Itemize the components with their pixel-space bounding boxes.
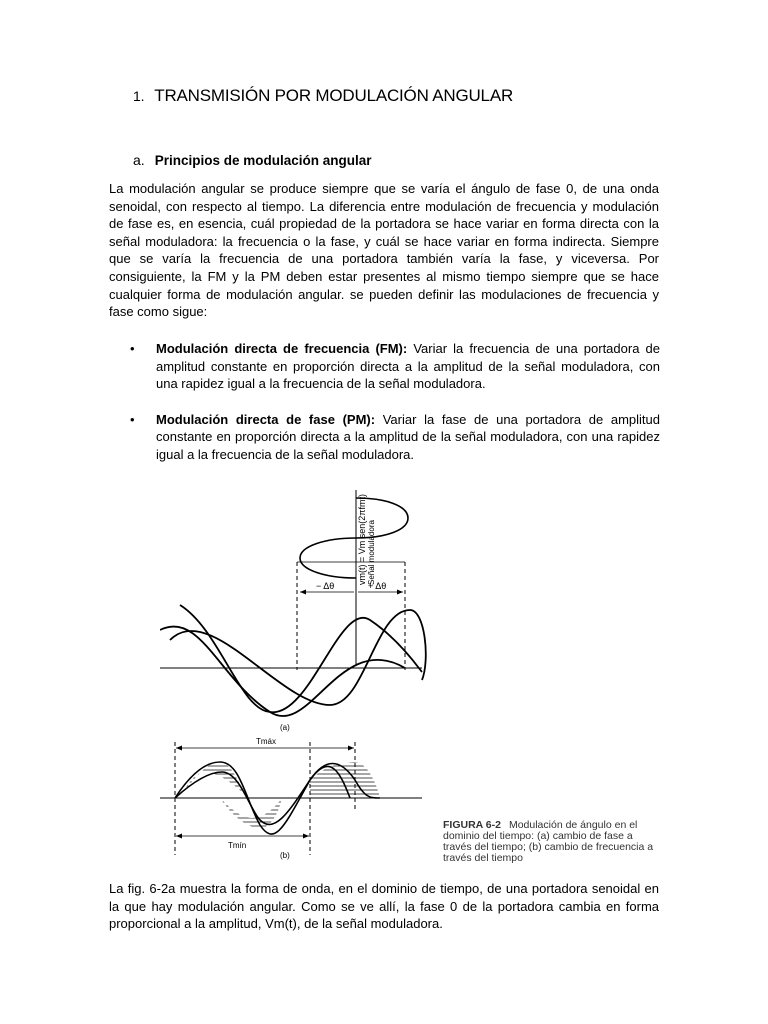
part-a-label: (a) [280,723,290,732]
figure-caption-text: Modulación de ángulo en el dominio del tiempo: (a) cambio de fase a través del tiempo; (b) cambio de frecuencia a través del tiempo [443,819,654,864]
list-item-fm [130,340,660,393]
carrier-wave-lagging [160,626,405,716]
arrowhead-icon [176,834,182,839]
subsection-heading [133,152,371,168]
tmin-label: Tmín [228,841,247,850]
arrowhead-icon [303,834,309,839]
figure-part-b [160,737,422,860]
closing-paragraph: La fig. 6-2a muestra la forma de onda, en el dominio de tiempo, de una portadora senoidal en la que hay modulación angular. Como se ve allí, la fase 0 de la portadora cambia en forma proporcional a la amplitud, Vm(t), de la señal moduladora. [109,881,659,932]
signal-label: vm(t) = Vm sen(2πfmt) [357,494,367,585]
figure-caption-label: FIGURA 6-2 [443,819,501,831]
subsection-letter: a. [133,152,145,168]
part-b-label: (b) [280,851,290,860]
intro-paragraph: La modulación angular se produce siempre que se varía el ángulo de fase 0, de una onda senoidal, con respecto al tiempo. La diferencia entre modulación de frecuencia y modulación de fase es, en esencia, cuál propiedad de la portadora se hace variar en forma directa con la señal moduladora: la frecuencia o la fase, y cuál se hace variar en forma indirecta. Siempre que se varía la frecuencia de una portadora también varía la fase, y viceversa. Por consiguiente, la FM y la PM deben estar presentes al mismo tiempo siempre que se hace cualquier forma de modulación angular. se pueden definir las modulaciones de frecuencia y fase como sigue: [109,181,659,320]
signal-caption: Señal moduladora [367,520,376,585]
definition-pm: Variar la fase de una portadora de amplitud constante en proporción directa a la amplitud de la señal moduladora, con una rapidez igual a la frecuencia de la señal moduladora. [156,411,660,462]
arrowhead-icon [397,590,403,595]
plus-delta-label: + Δθ [368,581,387,591]
list-item-pm [130,411,660,464]
section-number: 1. [133,88,145,104]
term-pm: Modulación directa de fase (PM): [156,411,376,427]
minus-delta-label: − Δθ [316,581,335,591]
definition-fm: Variar la frecuencia de una portadora de amplitud constante en proporción directa a la amplitud de la señal moduladora, con una rapidez igual a la frecuencia de la señal moduladora. [156,341,660,392]
figure-6-2 [160,480,460,865]
bullet-icon: • [130,341,135,356]
figure-caption [443,820,663,864]
arrowhead-icon [176,746,182,751]
section-title: TRANSMISIÓN POR MODULACIÓN ANGULAR [154,86,514,105]
definition-list [130,340,660,482]
subsection-title: Principios de modulación angular [154,153,372,168]
bullet-icon: • [130,411,135,427]
section-heading [133,86,513,106]
arrowhead-icon [300,590,306,595]
figure-part-a [160,490,426,732]
arrowhead-icon [348,746,354,751]
term-fm: Modulación directa de frecuencia (FM): [156,341,408,356]
carrier-wave-leading [170,610,426,705]
tmax-label: Tmáx [256,737,276,746]
modulating-signal-curve [300,498,408,578]
